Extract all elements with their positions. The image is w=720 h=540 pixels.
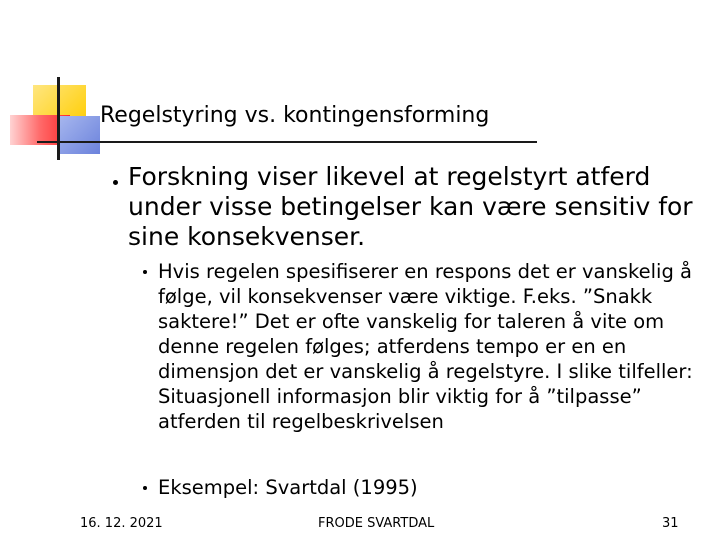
sub-bullet-dot: [143, 486, 147, 490]
decoration-blue-square: [60, 116, 100, 154]
footer-date: 16. 12. 2021: [80, 516, 163, 531]
sub-bullet-dot: [143, 270, 147, 274]
footer-page-number: 31: [662, 516, 679, 531]
bullet-dot: [113, 180, 118, 185]
main-bullet-text: Forskning viser likevel at regelstyrt atferd under visse betingelser kan være sensitiv for sine konsekvenser.: [128, 162, 693, 251]
title-underline: [37, 141, 537, 143]
title-decoration: [0, 0, 130, 170]
slide-title: Regelstyring vs. kontingensforming: [100, 103, 490, 128]
footer-author: FRODE SVARTDAL: [318, 516, 435, 531]
sub-bullet-text: Hvis regelen spesifiserer en respons det er vanskelig å følge, vil konsekvenser være viktige. F.eks. ”Snakk saktere!” Det er ofte vanskelig for taleren å vite om denne regelen følges; atferdens tempo er en en dimensjon det er vanskelig å regelstyre. I slike tilfeller: Situasjonell informasjon blir viktig for å ”tilpasse” atferden til regelbeskrivelsen: [158, 260, 693, 433]
sub-bullet-text: Eksempel: Svartdal (1995): [158, 476, 418, 499]
decoration-vertical-line: [57, 77, 60, 160]
